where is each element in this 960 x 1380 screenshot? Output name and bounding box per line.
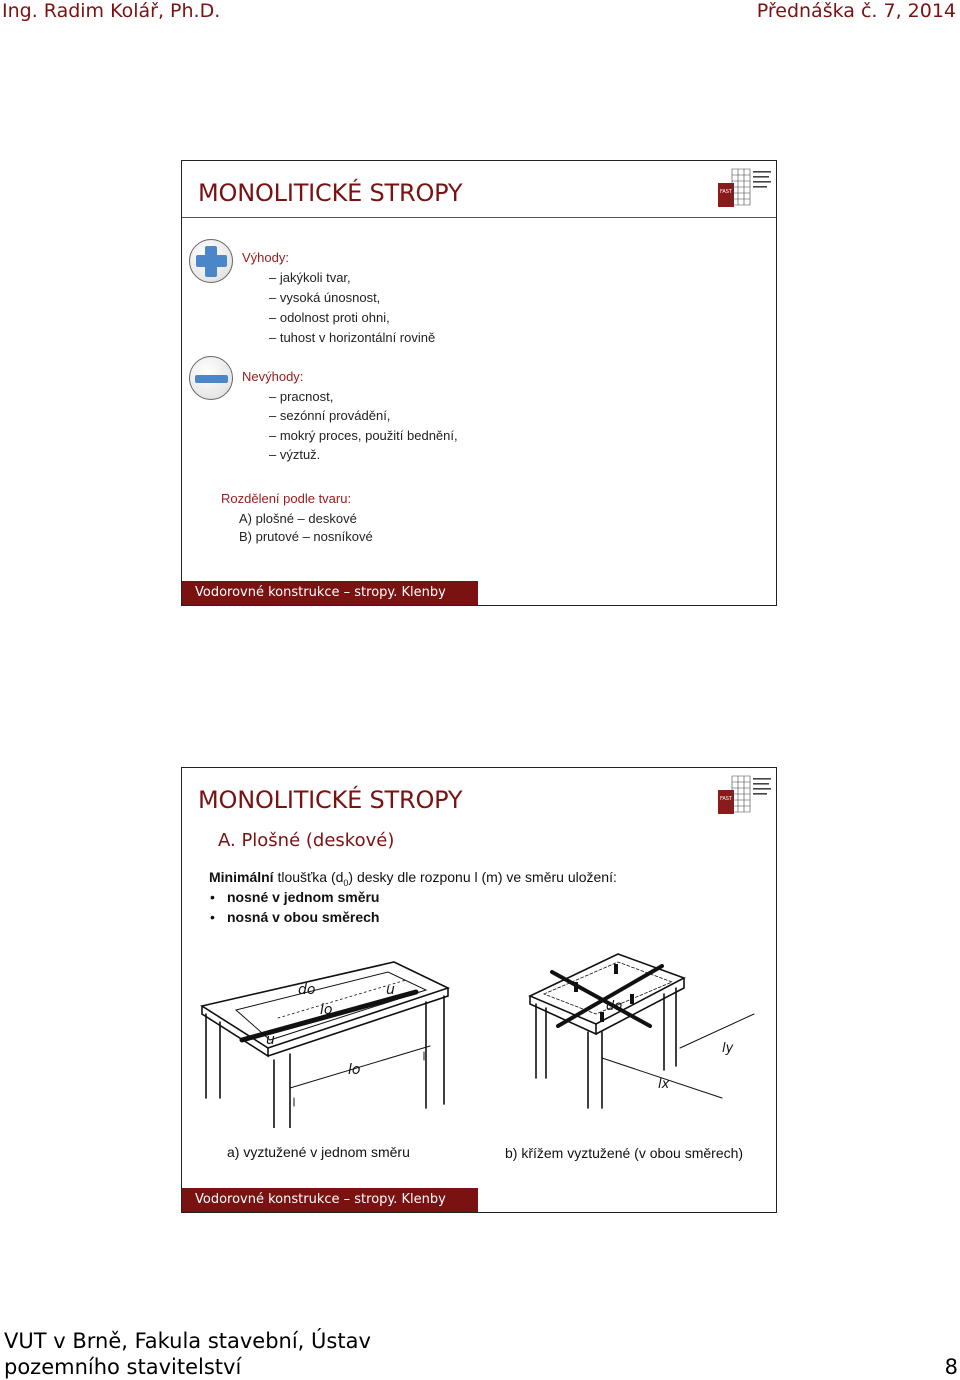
intro-part-b: ) desky dle rozponu l (m) ve směru uložení: — [348, 869, 617, 885]
one-way-slab-drawing — [198, 948, 468, 1128]
fast-logo-icon: FAST — [716, 772, 776, 818]
division-item: B) prutové – nosníkové — [239, 529, 373, 544]
intro-subscript: 0 — [343, 877, 349, 888]
disadvantages-label: Nevýhody: — [242, 369, 304, 384]
page-number: 8 — [944, 1355, 958, 1379]
minus-icon — [189, 356, 233, 400]
institution-line-2: pozemního stavitelství — [4, 1355, 242, 1379]
title-divider — [182, 217, 776, 218]
label-u: u — [266, 1032, 275, 1048]
caption-a: a) vyztužené v jednom směru — [227, 1144, 410, 1160]
lecture-header: Přednáška č. 7, 2014 — [756, 0, 956, 22]
intro-text — [209, 869, 617, 888]
label-lo: lo — [320, 1002, 333, 1018]
slide-2 — [181, 767, 777, 1213]
bullet-dot: • — [210, 889, 215, 905]
caption-b: b) křížem vyztužené (v obou směrech) — [505, 1145, 744, 1161]
bullet-item: nosná v obou směrech — [227, 909, 380, 925]
advantage-item: – vysoká únosnost, — [269, 290, 380, 305]
bullet-dot: • — [210, 909, 215, 925]
label-ly: ly — [722, 1041, 734, 1056]
advantage-item: – jakýkoli tvar, — [269, 270, 351, 285]
disadvantage-item: – výztuž. — [269, 447, 320, 462]
slide-title: MONOLITICKÉ STROPY — [198, 786, 463, 814]
institution-line-1: VUT v Brně, Fakula stavební, Ústav — [4, 1329, 371, 1353]
label-u: u — [386, 982, 395, 998]
slide-title: MONOLITICKÉ STROPY — [198, 179, 463, 207]
slide-footer: Vodorovné konstrukce – stropy. Klenby — [182, 1188, 478, 1212]
label-lo: lo — [348, 1062, 361, 1078]
section-subtitle: A. Plošné (deskové) — [218, 830, 395, 851]
division-label: Rozdělení podle tvaru: — [221, 491, 352, 506]
intro-bold: Minimální — [209, 869, 274, 885]
two-way-slab-drawing — [522, 948, 772, 1128]
advantage-item: – tuhost v horizontální rovině — [269, 330, 435, 345]
slide-footer: Vodorovné konstrukce – stropy. Klenby — [182, 581, 478, 605]
advantages-label: Výhody: — [242, 250, 289, 265]
disadvantage-item: – mokrý proces, použití bednění, — [269, 428, 458, 443]
fast-logo-icon: FAST — [716, 165, 776, 211]
slide-1 — [181, 160, 777, 606]
bullet-item: nosné v jednom směru — [227, 889, 380, 905]
label-do: do — [606, 999, 623, 1014]
intro-part-a: tloušťka (d — [273, 869, 344, 885]
label-do: do — [298, 982, 316, 998]
division-item: A) plošné – deskové — [239, 511, 357, 526]
disadvantage-item: – pracnost, — [269, 389, 333, 404]
advantage-item: – odolnost proti ohni, — [269, 310, 390, 325]
label-lx: lx — [658, 1077, 670, 1092]
author-header: Ing. Radim Kolář, Ph.D. — [2, 0, 221, 22]
disadvantage-item: – sezónní provádění, — [269, 408, 390, 423]
plus-icon — [189, 239, 233, 283]
